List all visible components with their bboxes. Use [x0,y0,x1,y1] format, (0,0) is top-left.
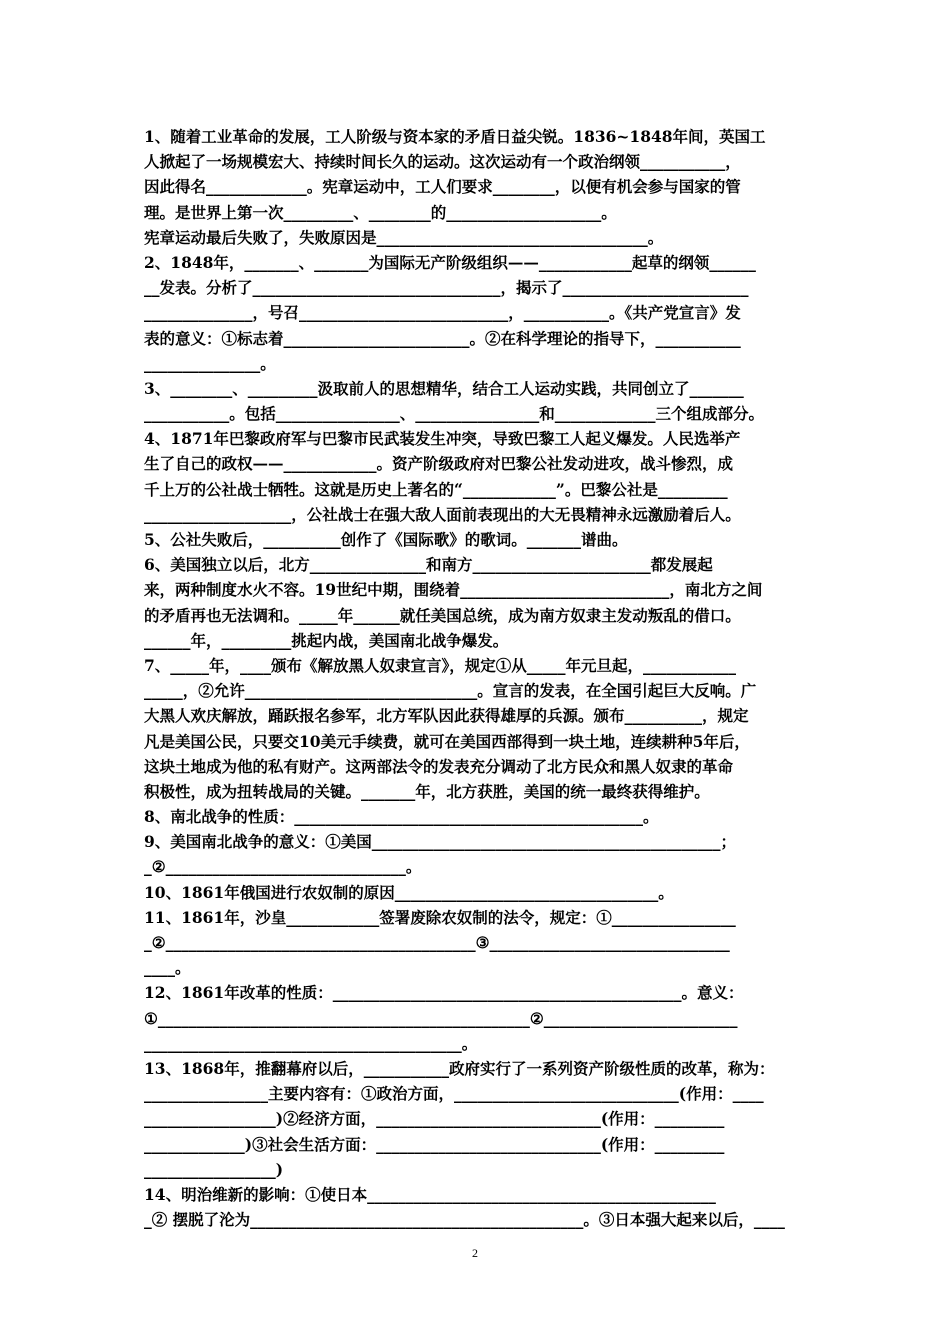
text-line: 13、1868年，推翻幕府以后，___________政府实行了一系列资产阶级性质的改革，称为： [144,1058,775,1078]
worksheet-body [144,124,814,1232]
text-line: 人掀起了一场规模宏大、持续时间长久的运动。这次运动有一个政治纲领___________， [144,152,741,172]
text-line: 表的意义：①标志着________________________。②在科学理论的指导下，___________ [144,328,741,348]
text-line: 14、明治维新的影响：①使日本_____________________________________________ [144,1184,716,1204]
text-line: _______________。 [144,353,276,373]
text-line: _________________________________________。 [144,1033,478,1053]
text-line: ____。 [144,958,191,978]
text-line: 9、美国南北战争的意义：①美国_____________________________________________； [144,832,737,852]
page-number: 2 [472,1246,478,1260]
text-line: 1、随着工业革命的发展，工人阶级与资本家的矛盾日益尖锐。1836~1848年间，英国工 [144,127,766,146]
text-line: ______年，_________挑起内战，美国南北战争爆发。 [144,630,509,650]
text-line: 因此得名_____________。宪章运动中，工人们要求________，以便有机会参与国家的管 [144,177,741,197]
text-line: 8、南北战争的性质：_____________________________________________。 [144,807,659,827]
text-line: _②_______________________________。 [144,857,422,877]
text-line: 凡是美国公民，只要交10美元手续费，就可在美国西部得到一块土地，连续耕种5年后， [144,731,750,751]
text-line: 来，两种制度水火不容。19世纪中期，围绕着___________________________，南北方之间 [144,580,763,600]
text-line: _________________) [144,1159,284,1179]
text-line: _②________________________________________③_______________________________ [144,933,730,952]
text-line: ________________主要内容有：①政治方面，_____________________________(作用：____ [144,1084,764,1104]
text-line: ______________，号召___________________________，___________。《共产党宣言》发 [144,303,741,323]
text-line: 4、1871年巴黎政府军与巴黎市民武装发生冲突，导致巴黎工人起义爆发。人民选举产 [144,429,741,449]
text-line: _② 摆脱了沦为___________________________________________。③日本强大起来以后，____ [144,1210,785,1230]
text-line: 理。是世界上第一次_________、________的____________________。 [144,202,617,222]
text-line: __发表。分析了________________________________，揭示了________________________ [144,278,749,298]
text-line: _____，②允许______________________________。宣言的发表，在全国引起巨大反响。广 [144,681,757,701]
text-line: 千上万的公社战士牺牲。这就是历史上著名的“____________”。巴黎公社是_________ [144,479,728,499]
text-line: 积极性，成为扭转战局的关键。_______年，北方获胜，美国的统一最终获得维护。 [144,781,710,801]
text-line: 大黑人欢庆解放，踊跃报名参军，北方军队因此获得雄厚的兵源。颁布__________，规定 [144,706,749,726]
text-line: 11、1861年，沙皇____________签署废除农奴制的法令，规定：①________________ [144,907,736,927]
text-line: 宪章运动最后失败了，失败原因是___________________________________。 [144,227,664,247]
text-line: 7、_____年，____颁布《解放黑人奴隶宣言》，规定①从_____年元旦起，____________ [144,655,737,675]
text-line: 12、1861年改革的性质：_____________________________________________。意义： [144,983,744,1003]
text-line: 2、1848年，_______、_______为国际无产阶级组织——____________起草的纲领______ [144,252,756,272]
text-line: ___________________，公社战士在强大敌人面前表现出的大无畏精神永远激励着后人。 [144,504,741,524]
text-line: 5、公社失败后，__________创作了《国际歌》的歌词。_______谱曲。 [144,530,628,549]
text-line: ___________。包括________________、________________和_____________三个组成部分。 [144,404,765,424]
text-line: 这块土地成为他的私有财产。这两部法令的发表充分调动了北方民众和黑人奴隶的革命 [144,756,734,776]
text-line: 的矛盾再也无法调和。_____年______就任美国总统，成为南方奴隶主发动叛乱的借口。 [144,605,741,625]
text-line: _________________)②经济方面，_____________________________(作用：_________ [144,1109,725,1129]
text-line: 6、美国独立以后，北方_______________和南方_______________________都发展起 [144,555,713,575]
text-line: 生了自己的政权——____________。资产阶级政府对巴黎公社发动进攻，战斗惨烈，成 [144,454,734,474]
text-line: 3、________、_________汲取前人的思想精华，结合工人运动实践，共同创立了_______ [144,378,744,398]
text-line: ①________________________________________________②_________________________ [144,1008,738,1028]
text-line: 10、1861年俄国进行农奴制的原因__________________________________。 [144,882,674,902]
text-line: _____________)③社会生活方面：_____________________________(作用：_________ [144,1134,725,1154]
